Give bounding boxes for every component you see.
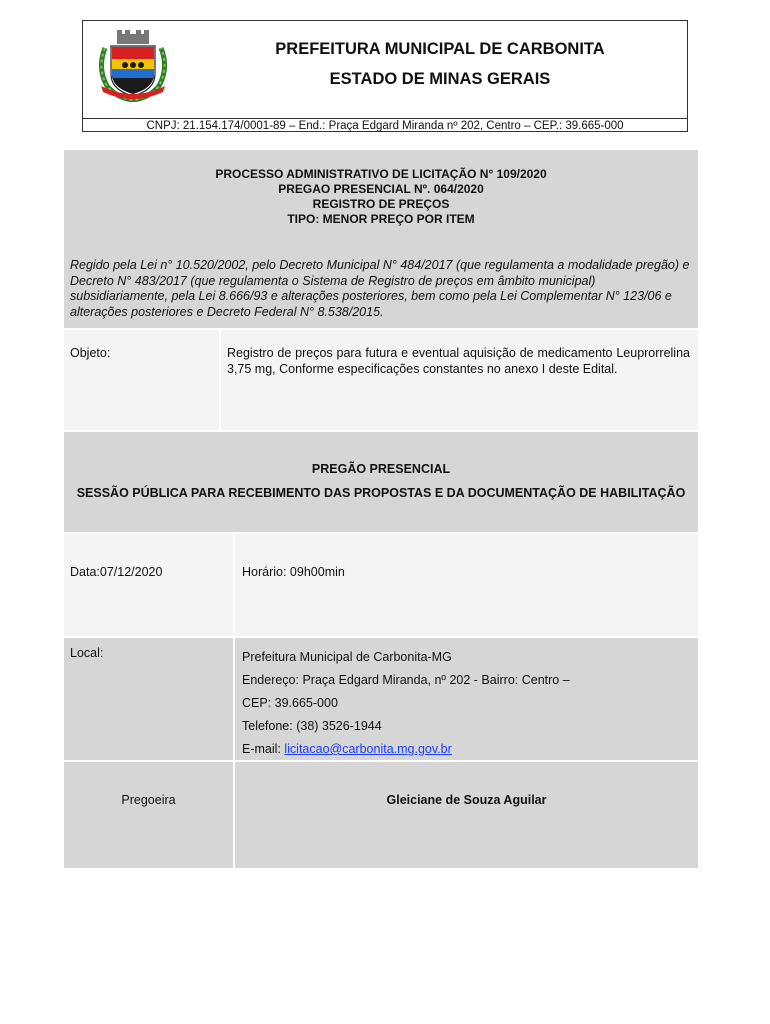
pregoeira-name-cell (235, 762, 698, 868)
pregoeira-label: Pregoeira (121, 793, 176, 807)
process-number: PROCESSO ADMINISTRATIVO DE LICITAÇÃO N° 109/2020 (215, 167, 547, 181)
registro-precos: REGISTRO DE PREÇOS (312, 197, 450, 211)
local-address: Endereço: Praça Edgard Miranda, nº 202 - Bairro: Centro – (242, 673, 570, 687)
local-details (242, 646, 570, 761)
header-divider (83, 118, 687, 119)
objeto-value-cell (221, 330, 698, 430)
legal-basis-text: Regido pela Lei n° 10.520/2002, pelo Decreto Municipal N° 484/2017 (que regulamenta a modalidade pregão) e Decreto N° 483/2017 (que regulamenta o Sistema de Registro de preços em âmbito municipal) subsidiariamente, pela Lei 8.666/93 e alterações posteriores, bem como pela Lei Complementar N° 123/06 e alterações posteriores e Decreto Federal N° 8.538/2015. (70, 258, 690, 319)
date-cell (64, 534, 233, 636)
local-name: Prefeitura Municipal de Carbonita-MG (242, 650, 452, 664)
objeto-label: Objeto: (70, 346, 111, 360)
cnpj-address-line: CNPJ: 21.154.174/0001-89 – End.: Praça Edgard Miranda nº 202, Centro – CEP.: 39.665-000 (146, 120, 624, 132)
letterhead (82, 20, 688, 132)
process-titles (64, 167, 698, 227)
local-phone: Telefone: (38) 3526-1944 (242, 719, 382, 733)
session-time: Horário: 09h00min (242, 565, 345, 579)
pregoeira-label-cell (64, 762, 233, 868)
pregao-section (64, 432, 698, 532)
local-email-line (242, 738, 570, 761)
email-label: E-mail: (242, 742, 285, 756)
local-label: Local: (70, 646, 104, 660)
objeto-label-cell (64, 330, 219, 430)
local-cep: CEP: 39.665-000 (242, 696, 338, 710)
pregao-number: PREGAO PRESENCIAL Nº. 064/2020 (278, 182, 484, 196)
time-cell (235, 534, 698, 636)
pregao-title: PREGÃO PRESENCIAL (311, 462, 451, 476)
page-title: PREFEITURA MUNICIPAL DE CARBONITA (275, 40, 605, 58)
page-subtitle: ESTADO DE MINAS GERAIS (329, 70, 551, 88)
pregoeira-name: Gleiciane de Souza Aguilar (386, 793, 547, 807)
session-date: Data:07/12/2020 (70, 565, 163, 579)
session-title: SESSÃO PÚBLICA PARA RECEBIMENTO DAS PROPOSTAS E DA DOCUMENTAÇÃO DE HABILITAÇÃO (76, 486, 686, 500)
objeto-value: Registro de preços para futura e eventual aquisição de medicamento Leuprorrelina 3,75 mg, Conforme especificações constantes no anexo I deste Edital. (227, 346, 690, 376)
tipo-line: TIPO: MENOR PREÇO POR ITEM (287, 212, 475, 226)
email-link[interactable]: licitacao@carbonita.mg.gov.br (284, 742, 452, 756)
municipal-coat-of-arms-icon (95, 28, 171, 102)
